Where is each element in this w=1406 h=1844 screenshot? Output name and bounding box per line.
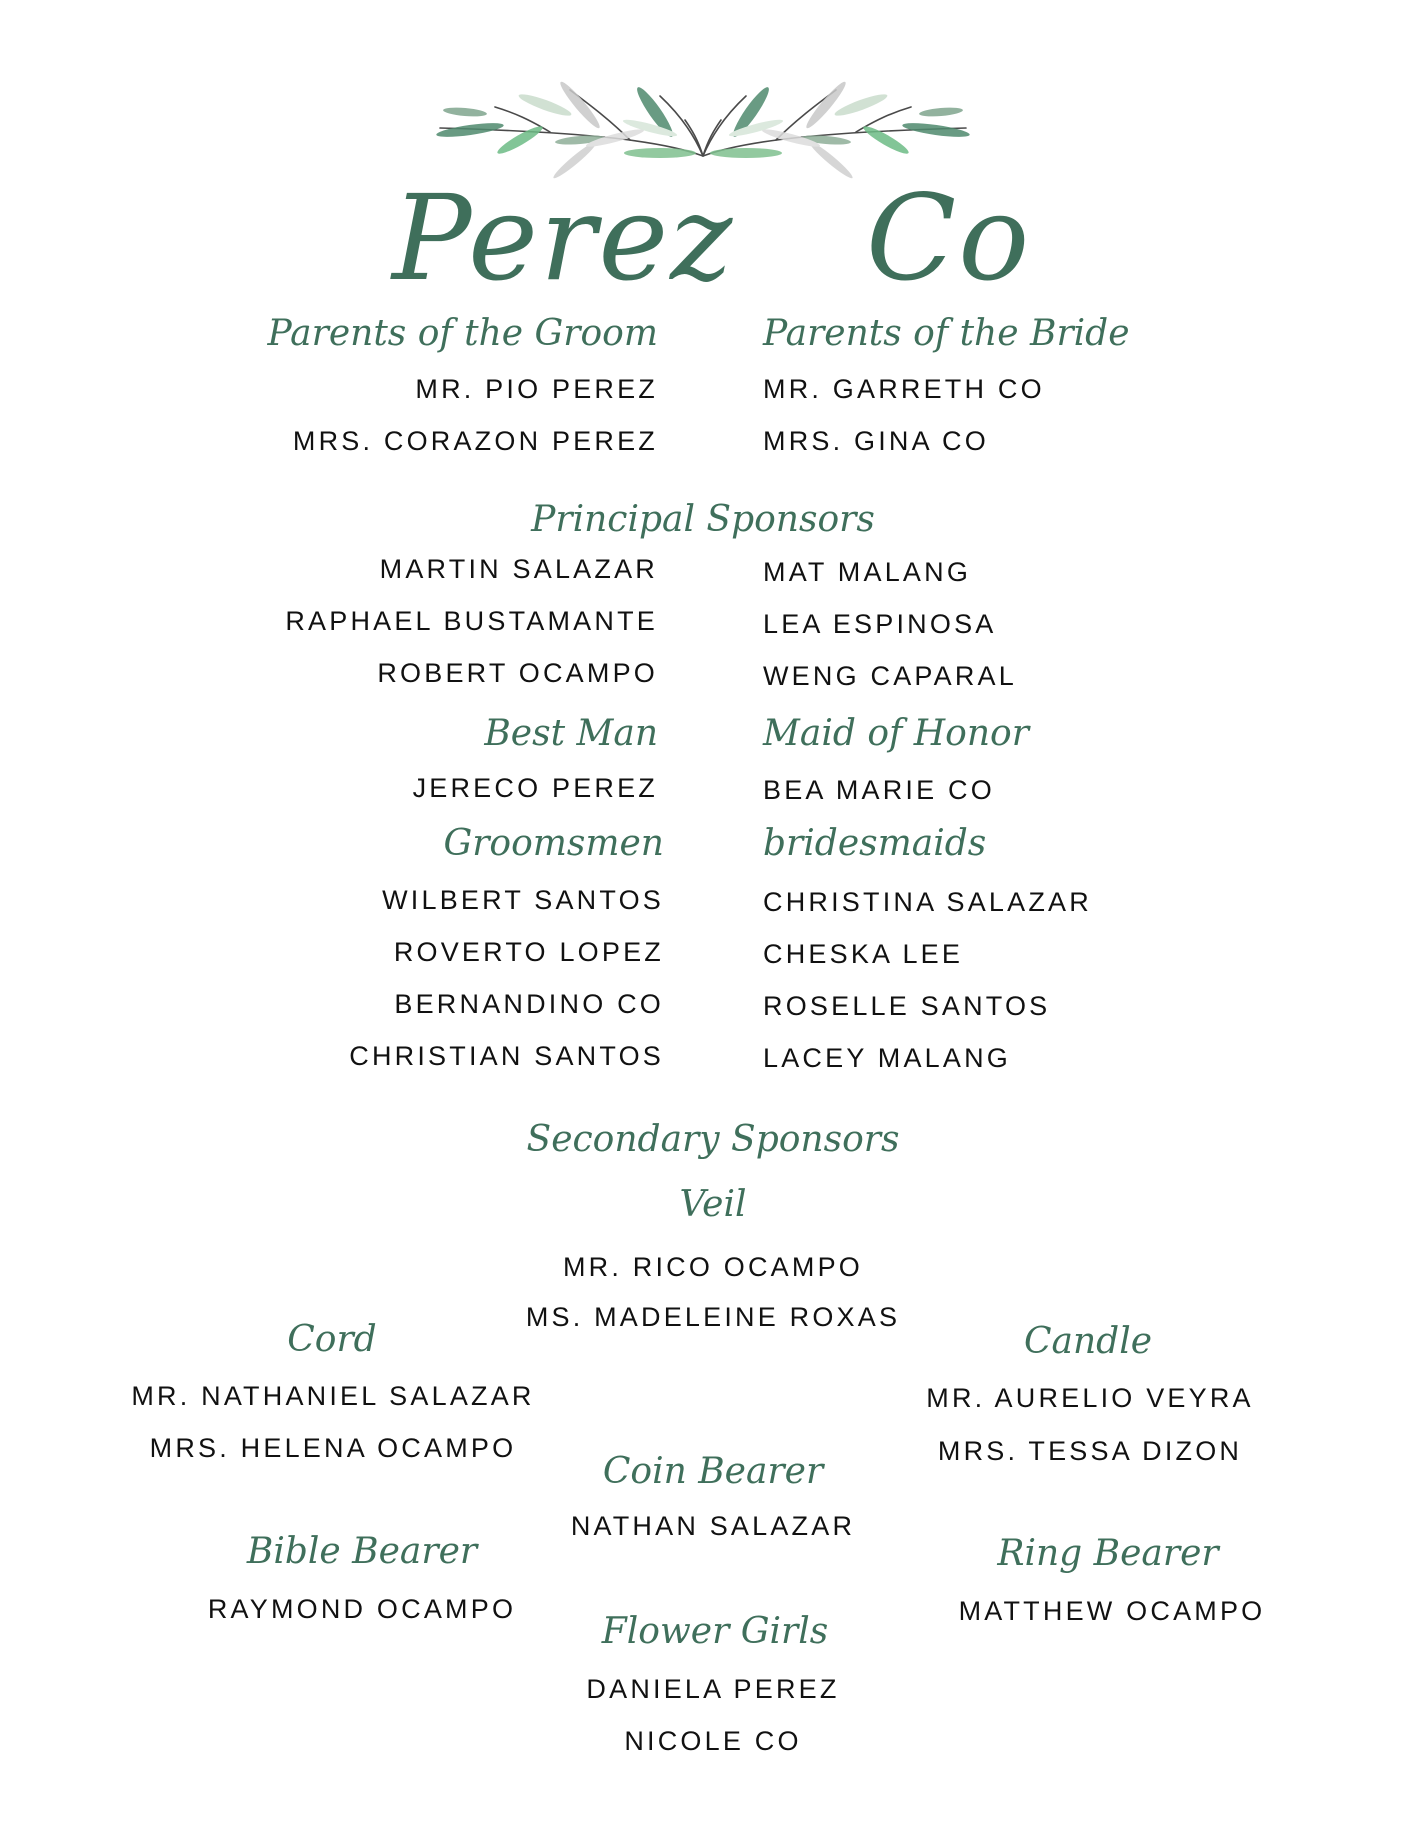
groom-parent-name: MR. PIO PEREZ [415,374,658,404]
leaf-garland-icon [430,80,976,180]
groomsman-name: BERNANDINO CO [394,989,664,1019]
ring-bearer-heading: Ring Bearer [997,1533,1219,1574]
candle-sponsor-name: MRS. TESSA DIZON [937,1436,1243,1466]
bible-bearer-heading: Bible Bearer [246,1531,478,1572]
veil-sponsor-name: MS. MADELEINE ROXAS [525,1302,901,1332]
bridesmaid-name: ROSELLE SANTOS [763,991,1051,1021]
principal-sponsor-name: WENG CAPARAL [763,661,1017,691]
flower-girls-heading: Flower Girls [601,1611,829,1652]
cord-sponsor-name: MRS. HELENA OCAMPO [149,1433,517,1463]
ring-bearer-name: MATTHEW OCAMPO [958,1596,1266,1626]
cord-heading: Cord [287,1319,377,1360]
veil-heading: Veil [679,1184,747,1225]
principal-sponsor-name: ROBERT OCAMPO [377,658,658,688]
cord-sponsor-name: MR. NATHANIEL SALAZAR [131,1381,535,1411]
bride-family-title: Co [866,169,1032,307]
candle-heading: Candle [1023,1321,1153,1362]
bible-bearer-name: RAYMOND OCAMPO [207,1594,517,1624]
secondary-sponsors-heading: Secondary Sponsors [526,1119,900,1160]
bridesmaid-name: CHRISTINA SALAZAR [763,887,1092,917]
principal-sponsor-name: MARTIN SALAZAR [379,554,658,584]
coin-bearer-heading: Coin Bearer [602,1451,824,1492]
principal-sponsor-name: LEA ESPINOSA [763,609,997,639]
maid-of-honor-heading: Maid of Honor [763,713,1029,754]
candle-sponsor-name: MR. AURELIO VEYRA [926,1383,1254,1413]
coin-bearer-name: NATHAN SALAZAR [570,1511,856,1541]
flower-girl-name: NICOLE CO [624,1726,802,1756]
maid-of-honor-name: BEA MARIE CO [763,775,995,805]
flower-girl-name: DANIELA PEREZ [586,1674,840,1704]
parents-of-groom-heading: Parents of the Groom [267,313,658,354]
groom-family-title: Perez [392,169,735,307]
principal-sponsors-heading: Principal Sponsors [531,499,875,540]
bride-parent-name: MR. GARRETH CO [763,374,1045,404]
groomsman-name: CHRISTIAN SANTOS [349,1041,664,1071]
bride-parent-name: MRS. GINA CO [763,426,989,456]
bridesmaid-name: LACEY MALANG [763,1043,1011,1073]
groomsmen-heading: Groomsmen [443,823,664,864]
veil-sponsor-name: MR. RICO OCAMPO [562,1252,863,1282]
best-man-heading: Best Man [484,713,658,754]
parents-of-bride-heading: Parents of the Bride [763,313,1130,354]
bridesmaid-name: CHESKA LEE [763,939,964,969]
groomsman-name: ROVERTO LOPEZ [393,937,664,967]
groom-parent-name: MRS. CORAZON PEREZ [292,426,658,456]
best-man-name: JERECO PEREZ [412,773,658,803]
principal-sponsor-name: RAPHAEL BUSTAMANTE [285,606,658,636]
principal-sponsor-name: MAT MALANG [763,557,972,587]
groomsman-name: WILBERT SANTOS [382,885,664,915]
bridesmaids-heading: bridesmaids [763,823,987,864]
